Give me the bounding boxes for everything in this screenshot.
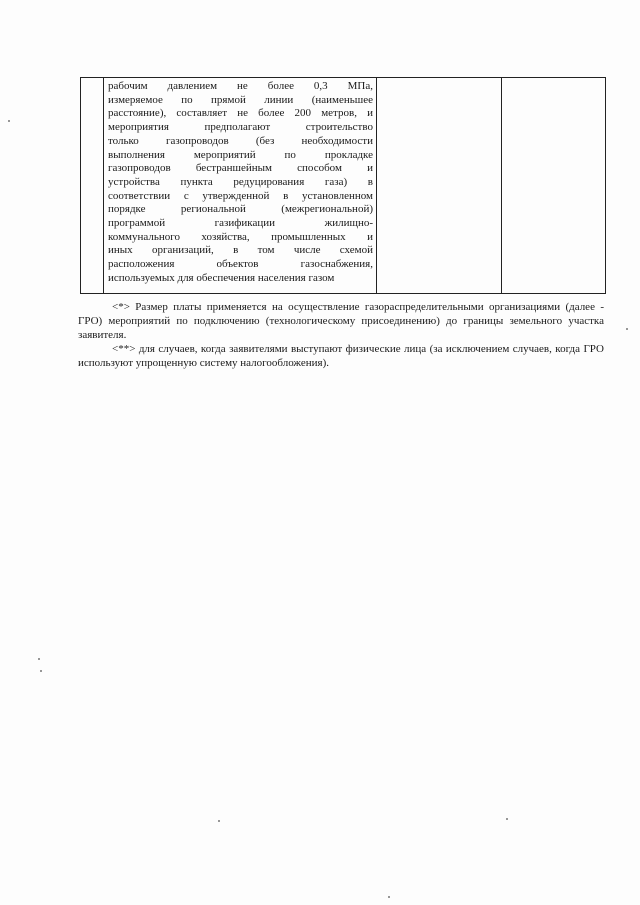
description-line: измеряемое по прямой линии (наименьшее [108, 93, 373, 106]
scan-speck [388, 896, 390, 898]
footnote-1: <*> Размер платы применяется на осуществление газораспределительными организациями (далее - ГРО) мероприятий по подключению (технологическому присоединению) до границы земельного участка заявителя. [78, 301, 604, 341]
description-line: порядке региональной (межрегиональной) [108, 203, 373, 216]
fee-vat-cell [502, 78, 606, 294]
footnote-2: <**> для случаев, когда заявителями выступают физические лица (за исключением случаев, когда ГРО используют упрощенную систему налогообложения). [78, 343, 604, 369]
tariff-table [80, 77, 606, 294]
scan-speck [626, 328, 628, 330]
scan-speck [38, 658, 40, 660]
footnotes [78, 300, 604, 370]
description-line: иных организаций, в том числе схемой [108, 244, 373, 257]
description-line: расстояние), составляет не более 200 метров, и [108, 107, 373, 120]
scan-speck [506, 818, 508, 820]
description-line: расположения объектов газоснабжения, [108, 258, 373, 271]
description-line: выполнения мероприятий по прокладке [108, 148, 373, 161]
description-line: только газопроводов (без необходимости [108, 134, 373, 147]
description-text [104, 78, 376, 287]
description-line: устройства пункта редуцирования газа) в [108, 175, 373, 188]
description-line: мероприятия предполагают строительство [108, 121, 373, 134]
scan-speck [8, 120, 10, 122]
description-cell [104, 78, 377, 294]
description-line: газопроводов бестраншейным способом и [108, 162, 373, 175]
scan-speck [40, 670, 42, 672]
description-line: коммунального хозяйства, промышленных и [108, 230, 373, 243]
scan-speck [218, 820, 220, 822]
description-line: используемых для обеспечения населения газом [108, 271, 335, 284]
fee-cell [377, 78, 502, 294]
description-line: программой газификации жилищно- [108, 217, 373, 230]
row-number-cell [81, 78, 104, 294]
table-row [81, 78, 606, 294]
description-line: соответствии с утвержденной в установленном [108, 189, 373, 202]
description-line: рабочим давлением не более 0,3 МПа, [108, 80, 373, 92]
